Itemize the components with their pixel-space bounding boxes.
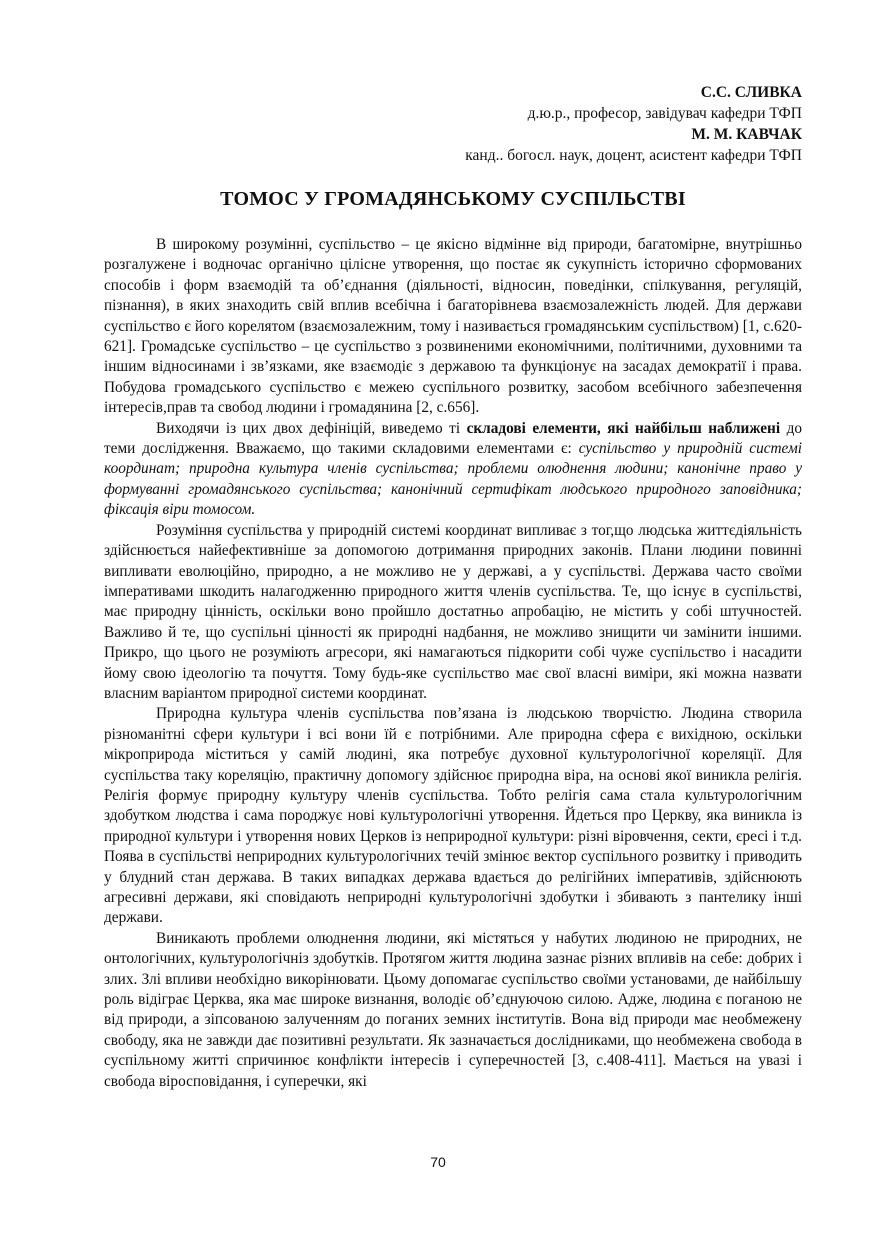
paragraph-2-italic: суспільство у природній системі координат; природна культура членів суспільства; проблеми олюднення людини; канонічне право у формуванні громадянського суспільства; канонічний сертифікат людського природного заповідника; фіксація віри томосом. <box>104 440 802 519</box>
author-name-2: М. М. КАВЧАК <box>691 126 802 143</box>
paragraph-2-lead: Виходячи із цих двох дефініцій, виведемо ті <box>156 419 467 437</box>
paragraph-2-mid: до теми дослідження. Вважаємо, що такими складовими елементами є: <box>104 419 803 458</box>
page-number: 70 <box>430 1154 446 1170</box>
paragraph-1: В широкому розумінні, суспільство – це якісно відмінне від природи, багатомірне, внутрішньо розгалужене і водночас органічно цілісне утворення, що постає як сукупність історично сформованих способів і форм взаємодій та об’єднання (діяльності, відносин, поведінки, спілкування, регуляцій, пізнання), в яких знаходить свій вплив всебічна і багаторівнева взаємозалежність людей. Для держави суспільство є його корелятом (взаємозалежним, тому і називається громадянським суспільством) [1, с.620-621]. Громадське суспільство – це суспільство з розвиненими економічними, політичними, духовними та іншим відносинами і зв’язками, яке взаємодіє з державою та функціонує на засадах демократії і права. Побудова громадського суспільство є межею суспільного розвитку, засобом всебічного забезпечення інтересів,прав та свобод людини і громадянина [2, с.656]. <box>104 236 802 417</box>
page-content <box>104 82 802 1092</box>
paragraph-3: Розуміння суспільства у природній системі координат випливає з тог,що людська життєдіяльність здійснюється найефективніше за допомогою дотримання природних законів. Плани людини повинні випливати еволюційно, природно, а не можливо не у державі, а у суспільстві. Держава часто своїми імперативами шкодить налагодженню природного життя членів суспільства. Те, що існує в суспільстві, має природну цінність, оскільки воно пройшло достатньо апробацію, не містить у собі штучностей. Важливо й те, що суспільні цінності як природні надбання, не можливо знищити чи замінити іншими. Прикро, що цього не розуміють агресори, які намагаються підкорити собі чуже суспільство і насадити йому свою ідеологію та почуття. Тому будь-яке суспільство має свої власні виміри, які можна назвати власним варіантом природної системи координат. <box>104 521 802 702</box>
author-name-1: С.С. СЛИВКА <box>700 84 802 101</box>
paragraph-2-bold: складові елементи, які найбільш наближені <box>466 419 781 437</box>
paragraph-4: Природна культура членів суспільства пов’язана із людською творчістю. Людина створила різноманітні сфери культури і всі вони їй є потрібними. Але природна сфера є вихідною, оскільки мікроприрода міститься у самій людині, яка потребує духовної культурологічної кореляції. Для суспільства таку кореляцію, практичну допомогу здійснює природна віра, на основі якої виникла релігія. Релігія формує природну культуру членів суспільства. Тобто релігія сама стала культурологічним здобутком людства і сама породжує нові культурологічні утворення. Йдеться про Церкву, яка виникла із природної культури і утворення нових Церков із неприродної культури: різні віровчення, секти, єресі і т.д. Поява в суспільстві неприродних культурологічних течій змінює вектор суспільного розвитку і приводить у блудний стан держава. В таких випадках держава вдається до релігійних імперативів, здійснюють агресивні держави, які сповідають неприродні культурологічні здобутки і збивають з пантелику інші держави. <box>104 705 802 927</box>
author-position-1: д.ю.р., професор, завідувач кафедри ТФП <box>527 105 802 122</box>
author-position-2: канд.. богосл. наук, доцент, асистент кафедри ТФП <box>465 147 802 164</box>
article-title: ТОМОС У ГРОМАДЯНСЬКОМУ СУСПІЛЬСТВІ <box>220 188 686 210</box>
author-block <box>104 82 802 166</box>
paragraph-5: Виникають проблеми олюднення людини, які містяться у набутих людиною не природних, не онтологічних, культурологічнiз здобутків. Протягом життя людина зазнає різних впливів на себе: добрих і злих. Злі впливи необхідно викорінювати. Цьому допомагає суспільство своїми установами, де найбільшу роль відіграє Церква, яка має широке визнання, володіє об’єднуючою силою. Адже, людина є поганою не від природи, а зіпсованою залученням до поганих земних інститутів. Вона від природи має необмежену свободу, яка не завжди дає позитивні результати. Як зазначається дослідниками, що необмежена свобода в суспільному житті спричинює конфлікти інтересів і суперечностей [3, с.408-411]. Мається на увазі і свобода віросповідання, і суперечки, які <box>104 929 802 1090</box>
paragraph-2 <box>104 419 802 521</box>
